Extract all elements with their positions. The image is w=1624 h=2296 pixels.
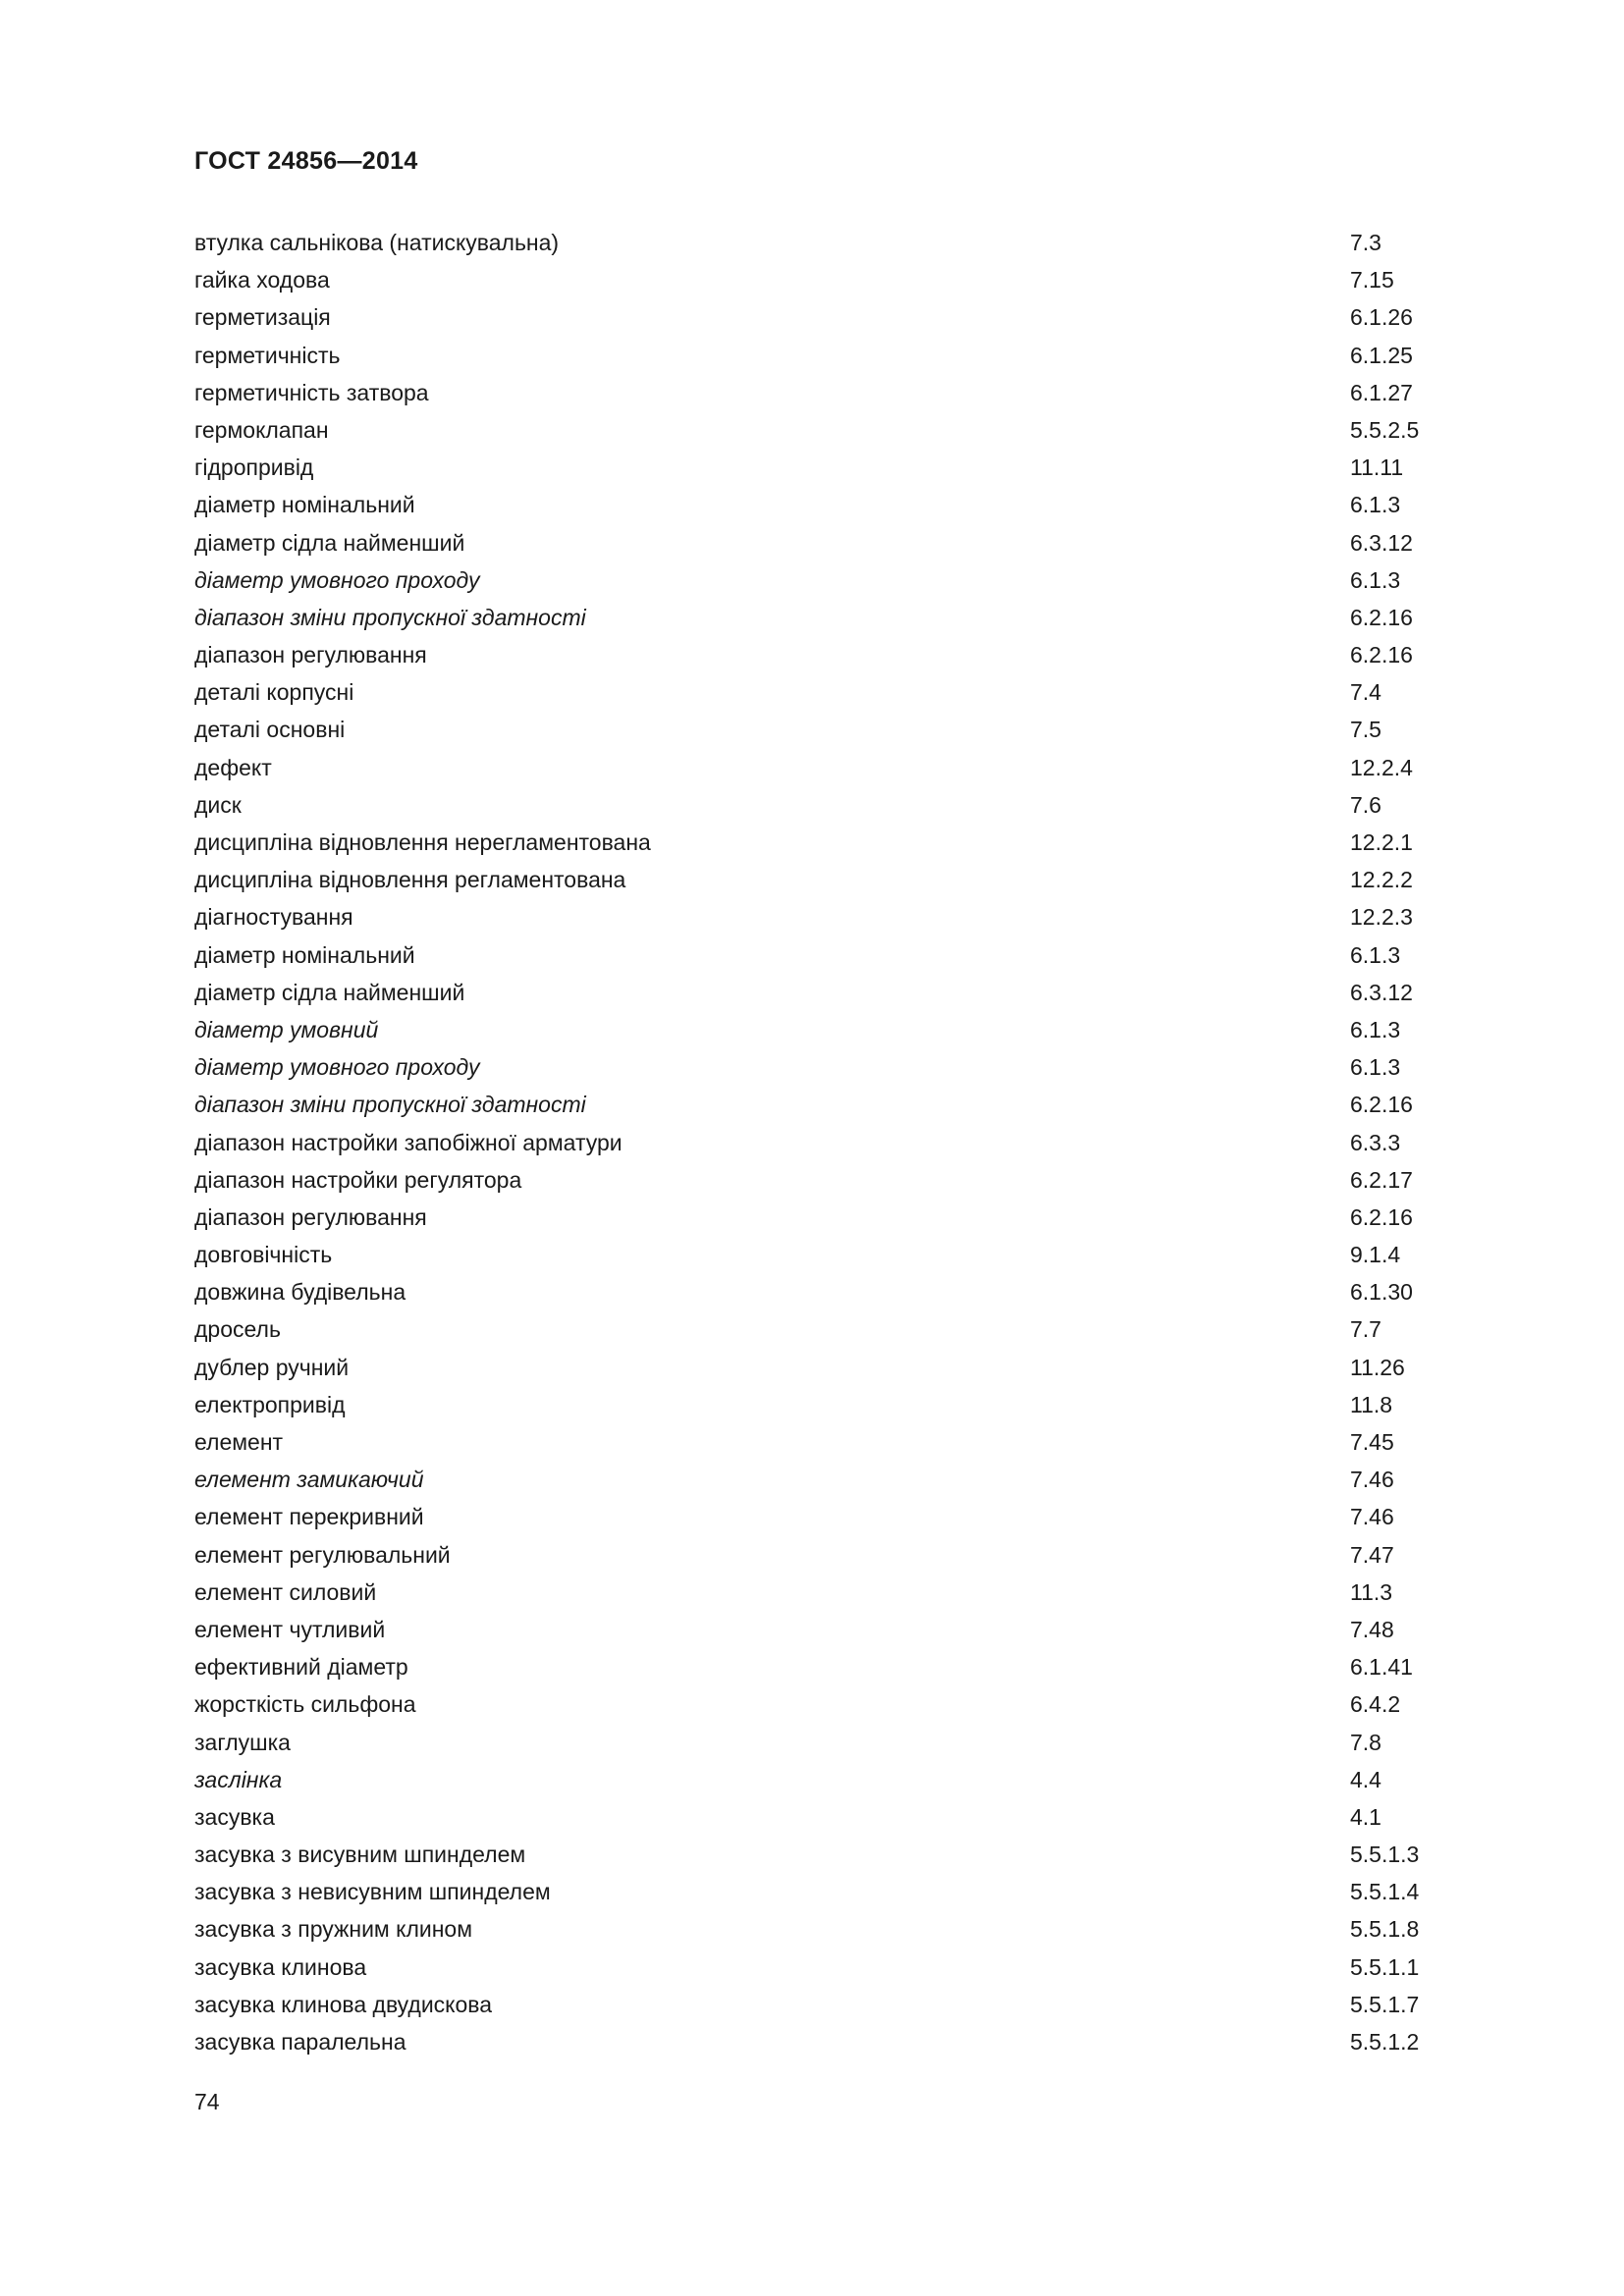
index-section-ref: 5.5.1.4	[1350, 1879, 1420, 1905]
index-term: засувка паралельна	[194, 2029, 406, 2055]
index-entry	[194, 411, 1471, 449]
index-section-ref: 6.3.12	[1350, 979, 1413, 1005]
index-entry	[194, 1124, 1471, 1161]
index-section-ref: 6.1.27	[1350, 379, 1413, 405]
index-section-ref: 6.1.3	[1350, 941, 1401, 968]
index-term: довговічність	[194, 1242, 333, 1268]
index-section-ref: 12.2.2	[1350, 867, 1413, 893]
index-entry	[194, 261, 1471, 298]
index-entry	[194, 1310, 1471, 1348]
index-section-ref: 9.1.4	[1350, 1242, 1401, 1268]
index-entry	[194, 374, 1471, 411]
index-entry	[194, 1498, 1471, 1535]
index-term: втулка сальнікова (натискувальна)	[194, 230, 560, 255]
index-term: діапазон регулювання	[194, 1203, 427, 1230]
index-term: діаметр сідла найменший	[194, 979, 465, 1005]
index-entry	[194, 1273, 1471, 1310]
index-section-ref: 5.5.1.3	[1350, 1842, 1420, 1868]
index-entry	[194, 1536, 1471, 1574]
index-entry	[194, 1386, 1471, 1423]
index-section-ref: 6.1.3	[1350, 566, 1401, 593]
index-section-ref: 12.2.4	[1350, 754, 1413, 780]
index-term: елемент замикаючий	[194, 1467, 424, 1493]
index-entry	[194, 524, 1471, 561]
index-entry	[194, 1798, 1471, 1836]
index-section-ref: 6.2.16	[1350, 604, 1413, 630]
index-entry	[194, 749, 1471, 786]
index-term: герметизація	[194, 304, 331, 331]
index-section-ref: 11.26	[1350, 1354, 1405, 1380]
index-term: дисципліна відновлення нерегламентована	[194, 829, 651, 855]
index-term: елемент регулювальний	[194, 1541, 451, 1568]
index-term: елемент перекривний	[194, 1504, 424, 1530]
index-term: ефективний діаметр	[194, 1654, 408, 1681]
index-section-ref: 7.46	[1350, 1467, 1394, 1493]
index-term: дисципліна відновлення регламентована	[194, 867, 626, 893]
index-term: гідропривід	[194, 454, 314, 481]
index-entry	[194, 599, 1471, 636]
index-section-ref: 5.5.1.7	[1350, 1991, 1420, 2017]
index-section-ref: 11.3	[1350, 1578, 1393, 1605]
index-term: діаметр умовний	[194, 1016, 379, 1042]
index-entry	[194, 711, 1471, 748]
index-entry	[194, 1761, 1471, 1798]
index-entry	[194, 1873, 1471, 1910]
index-section-ref: 6.1.26	[1350, 304, 1413, 331]
index-section-ref: 7.3	[1350, 230, 1381, 255]
index-section-ref: 7.6	[1350, 791, 1381, 818]
index-section-ref: 6.2.16	[1350, 1092, 1413, 1118]
index-term: довжина будівельна	[194, 1279, 406, 1306]
index-entry	[194, 1086, 1471, 1123]
index-term: дублер ручний	[194, 1354, 350, 1380]
index-term: діаметр номінальний	[194, 941, 415, 968]
index-term: заслінка	[194, 1766, 283, 1792]
index-term: діапазон настройки регулятора	[194, 1166, 522, 1193]
index-entry	[194, 224, 1471, 261]
index-section-ref: 5.5.1.8	[1350, 1916, 1420, 1943]
index-term: діапазон настройки запобіжної арматури	[194, 1129, 623, 1155]
index-term: діапазон зміни пропускної здатності	[194, 604, 586, 630]
page-number: 74	[194, 2089, 220, 2114]
index-entry	[194, 1161, 1471, 1199]
index-entry	[194, 337, 1471, 374]
index-section-ref: 6.3.12	[1350, 529, 1413, 556]
index-term: заглушка	[194, 1729, 291, 1755]
index-term: деталі основні	[194, 717, 346, 743]
index-term: деталі корпусні	[194, 679, 354, 706]
index-section-ref: 6.1.41	[1350, 1654, 1413, 1681]
index-entry	[194, 1199, 1471, 1236]
index-term: гермоклапан	[194, 416, 329, 443]
index-term: засувка	[194, 1803, 275, 1830]
index-section-ref: 7.46	[1350, 1504, 1394, 1530]
index-entry	[194, 1836, 1471, 1873]
index-section-ref: 6.2.17	[1350, 1166, 1413, 1193]
index-section-ref: 11.8	[1350, 1391, 1393, 1417]
index-section-ref: 6.3.3	[1350, 1129, 1401, 1155]
index-entry	[194, 1685, 1471, 1723]
index-section-ref: 6.1.25	[1350, 342, 1413, 368]
index-entry	[194, 1648, 1471, 1685]
index-section-ref: 6.2.16	[1350, 1203, 1413, 1230]
index-term: засувка з невисувним шпинделем	[194, 1879, 551, 1905]
index-section-ref: 12.2.3	[1350, 904, 1413, 931]
index-section-ref: 12.2.1	[1350, 829, 1413, 855]
index-term: гайка ходова	[194, 267, 330, 294]
index-section-ref: 6.2.16	[1350, 642, 1413, 668]
index-entry	[194, 861, 1471, 898]
index-section-ref: 7.15	[1350, 267, 1394, 294]
index-term: герметичність затвора	[194, 379, 429, 405]
index-section-ref: 7.4	[1350, 679, 1381, 706]
index-entry	[194, 2023, 1471, 2060]
index-section-ref: 5.5.1.2	[1350, 2029, 1420, 2055]
index-entry	[194, 1461, 1471, 1498]
document-header: ГОСТ 24856—2014	[194, 147, 418, 175]
index-section-ref: 5.5.1.1	[1350, 1953, 1420, 1980]
index-section-ref: 11.11	[1350, 454, 1404, 481]
index-term: діаметр сідла найменший	[194, 529, 465, 556]
index-term: засувка клинова	[194, 1953, 367, 1980]
index-entry	[194, 1910, 1471, 1948]
index-entry	[194, 1986, 1471, 2023]
index-term: засувка з висувним шпинделем	[194, 1842, 526, 1868]
index-entry	[194, 298, 1471, 336]
index-section-ref: 7.48	[1350, 1616, 1394, 1642]
index-section-ref: 7.7	[1350, 1316, 1381, 1343]
index-term: дефект	[194, 754, 272, 780]
index-term: діаметр умовного проходу	[194, 1054, 480, 1081]
index-entry	[194, 1236, 1471, 1273]
index-section-ref: 6.1.3	[1350, 1054, 1401, 1081]
index-term: діагностування	[194, 904, 353, 931]
index-term: діапазон зміни пропускної здатності	[194, 1092, 586, 1118]
index-section-ref: 6.1.3	[1350, 1016, 1401, 1042]
index-entry	[194, 786, 1471, 824]
index-section-ref: 4.4	[1350, 1766, 1381, 1792]
index-section-ref: 6.1.3	[1350, 492, 1401, 518]
index-term: діапазон регулювання	[194, 642, 427, 668]
index-entry	[194, 1949, 1471, 1986]
term-index-list	[194, 224, 1471, 2060]
index-section-ref: 7.8	[1350, 1729, 1381, 1755]
index-section-ref: 7.5	[1350, 717, 1381, 743]
index-term: електропривід	[194, 1391, 346, 1417]
index-section-ref: 7.47	[1350, 1541, 1394, 1568]
index-term: диск	[194, 791, 242, 818]
index-entry	[194, 898, 1471, 935]
index-term: засувка з пружним клином	[194, 1916, 473, 1943]
index-section-ref: 6.1.30	[1350, 1279, 1413, 1306]
index-term: дросель	[194, 1316, 281, 1343]
index-section-ref: 7.45	[1350, 1429, 1394, 1455]
index-section-ref: 4.1	[1350, 1803, 1381, 1830]
index-entry	[194, 636, 1471, 673]
index-entry	[194, 1011, 1471, 1048]
index-entry	[194, 486, 1471, 523]
index-entry	[194, 673, 1471, 711]
index-entry	[194, 1574, 1471, 1611]
index-entry	[194, 974, 1471, 1011]
index-entry	[194, 1349, 1471, 1386]
index-term: елемент чутливий	[194, 1616, 386, 1642]
index-entry	[194, 449, 1471, 486]
index-section-ref: 5.5.2.5	[1350, 416, 1420, 443]
index-term: жорсткість сильфона	[194, 1691, 416, 1718]
index-entry	[194, 1724, 1471, 1761]
index-term: герметичність	[194, 342, 341, 368]
index-term: діаметр номінальний	[194, 492, 415, 518]
index-entry	[194, 1048, 1471, 1086]
index-term: діаметр умовного проходу	[194, 566, 480, 593]
index-term: засувка клинова двудискова	[194, 1991, 493, 2017]
index-entry	[194, 1611, 1471, 1648]
index-section-ref: 6.4.2	[1350, 1691, 1401, 1718]
index-entry	[194, 1423, 1471, 1461]
index-entry	[194, 561, 1471, 599]
index-term: елемент силовий	[194, 1578, 377, 1605]
index-entry	[194, 936, 1471, 974]
index-term: елемент	[194, 1429, 284, 1455]
index-entry	[194, 824, 1471, 861]
